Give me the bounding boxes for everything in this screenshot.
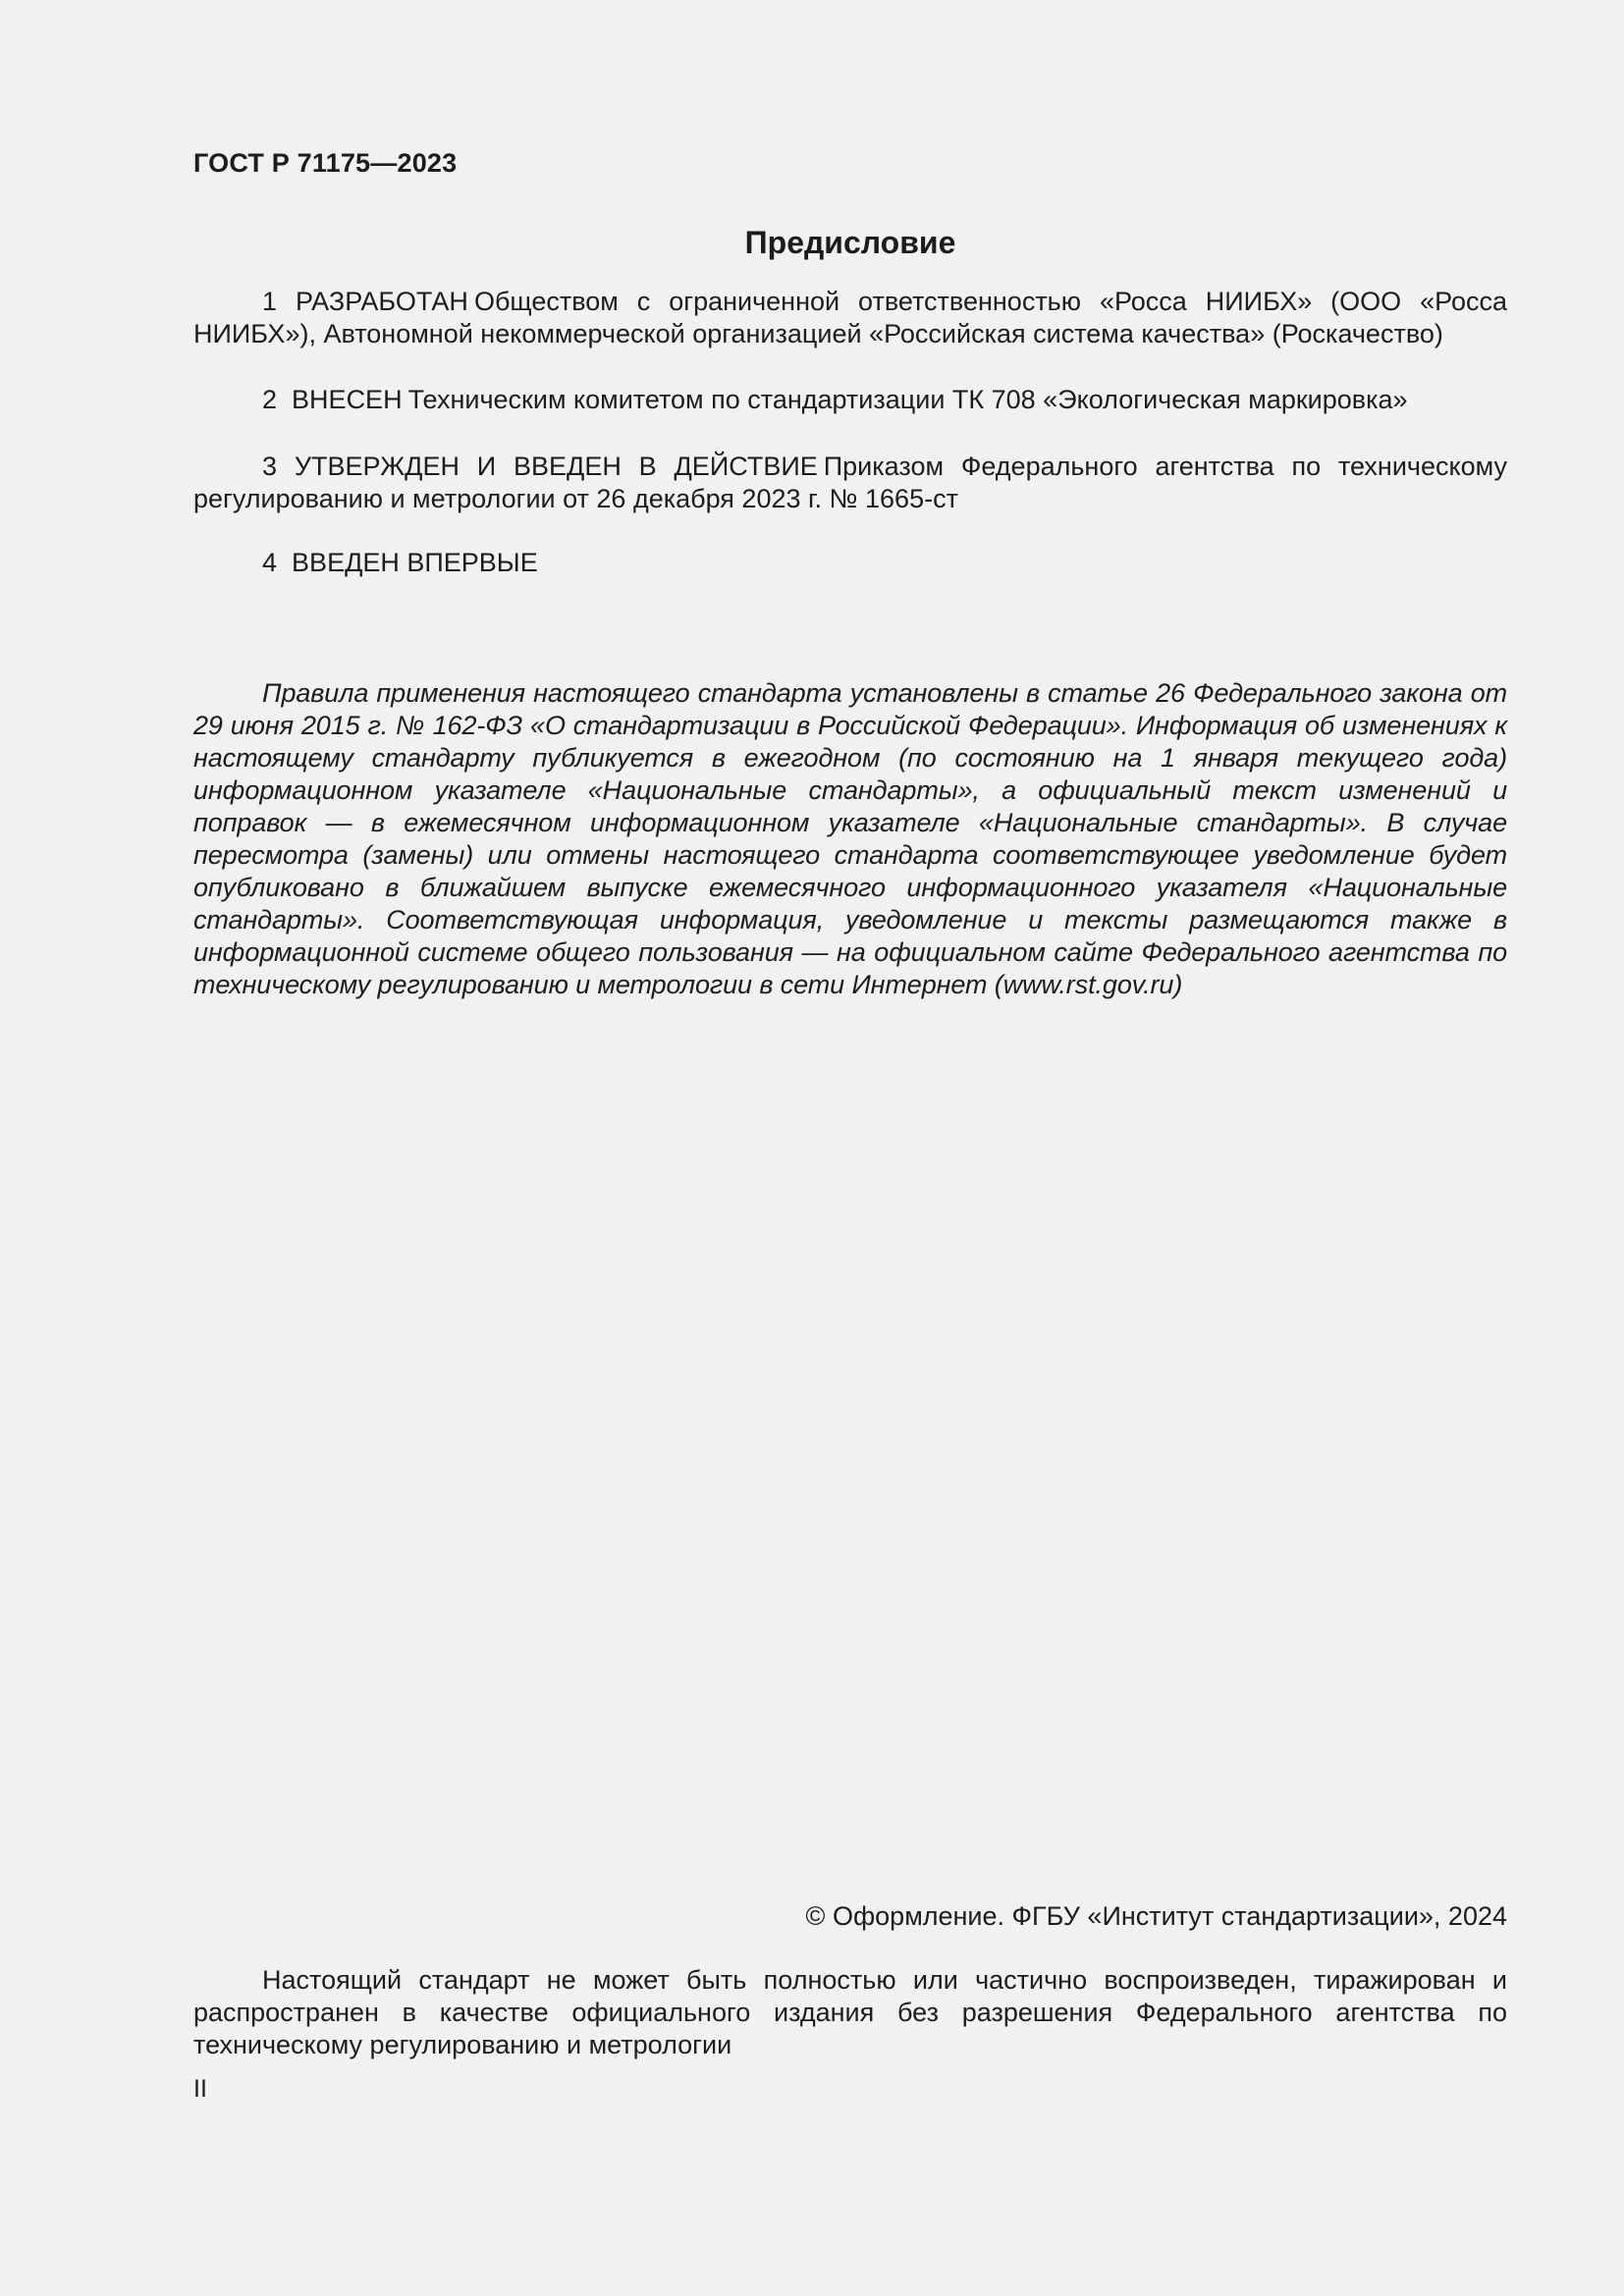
item-number: 3 (262, 452, 278, 481)
item-text: Приказом Федерального агентства по техническому регулированию и метрологии от 26 декабря 2023 г. № 1665-ст (193, 452, 1507, 513)
foreword-item-1 (193, 286, 1507, 350)
foreword-title: Предисловие (744, 225, 956, 260)
item-lead: РАЗРАБОТАН (295, 287, 468, 316)
item-lead: ВВЕДЕН ВПЕРВЫЕ (292, 548, 538, 577)
foreword-item-2 (193, 384, 1507, 416)
item-lead: УТВЕРЖДЕН И ВВЕДЕН В ДЕЙСТВИЕ (294, 452, 818, 481)
page-number: II (193, 2075, 207, 2103)
item-text: Техническим комитетом по стандартизации ТК 708 «Экологическая маркировка» (407, 385, 1408, 414)
item-text: Обществом с ограниченной ответственностью «Росса НИИБХ» (ООО «Росса НИИБХ»), Автономной некоммерческой организацией «Российская система качества» (Роскачество) (193, 287, 1507, 348)
item-number: 1 (262, 287, 278, 316)
item-number: 4 (262, 548, 278, 577)
item-lead: ВНЕСЕН (292, 385, 403, 414)
foreword-item-3 (193, 451, 1507, 515)
document-id-header: ГОСТ Р 71175—2023 (193, 148, 458, 178)
item-number: 2 (262, 385, 278, 414)
copyright-line: © Оформление. ФГБУ «Институт стандартизации», 2024 (805, 1901, 1507, 1931)
standard-rules-note: Правила применения настоящего стандарта установлены в статье 26 Федерального закона от 29 июня 2015 г. № 162-ФЗ «О стандартизации в Российской Федерации». Информация об изменениях к настоящему стандарту публикуется в ежегодном (по состоянию на 1 января текущего года) информационном указателе «Национальные стандарты», а официальный текст изменений и поправок — в ежемесячном информационном указателе «Национальные стандарты». В случае пересмотра (замены) или отмены настоящего стандарта соответствующее уведомление будет опубликовано в ближайшем выпуске ежемесячного информационного указателя «Национальные стандарты». Соответствующая информация, уведомление и тексты размещаются также в информационной системе общего пользования — на официальном сайте Федерального агентства по техническому регулированию и метрологии в сети Интернет (www.rst.gov.ru) (193, 678, 1507, 999)
reproduction-notice: Настоящий стандарт не может быть полностью или частично воспроизведен, тиражирован и распространен в качестве официального издания без разрешения Федерального агентства по техническому регулированию и метрологии (193, 1965, 1507, 2059)
foreword-item-4 (193, 547, 1507, 579)
